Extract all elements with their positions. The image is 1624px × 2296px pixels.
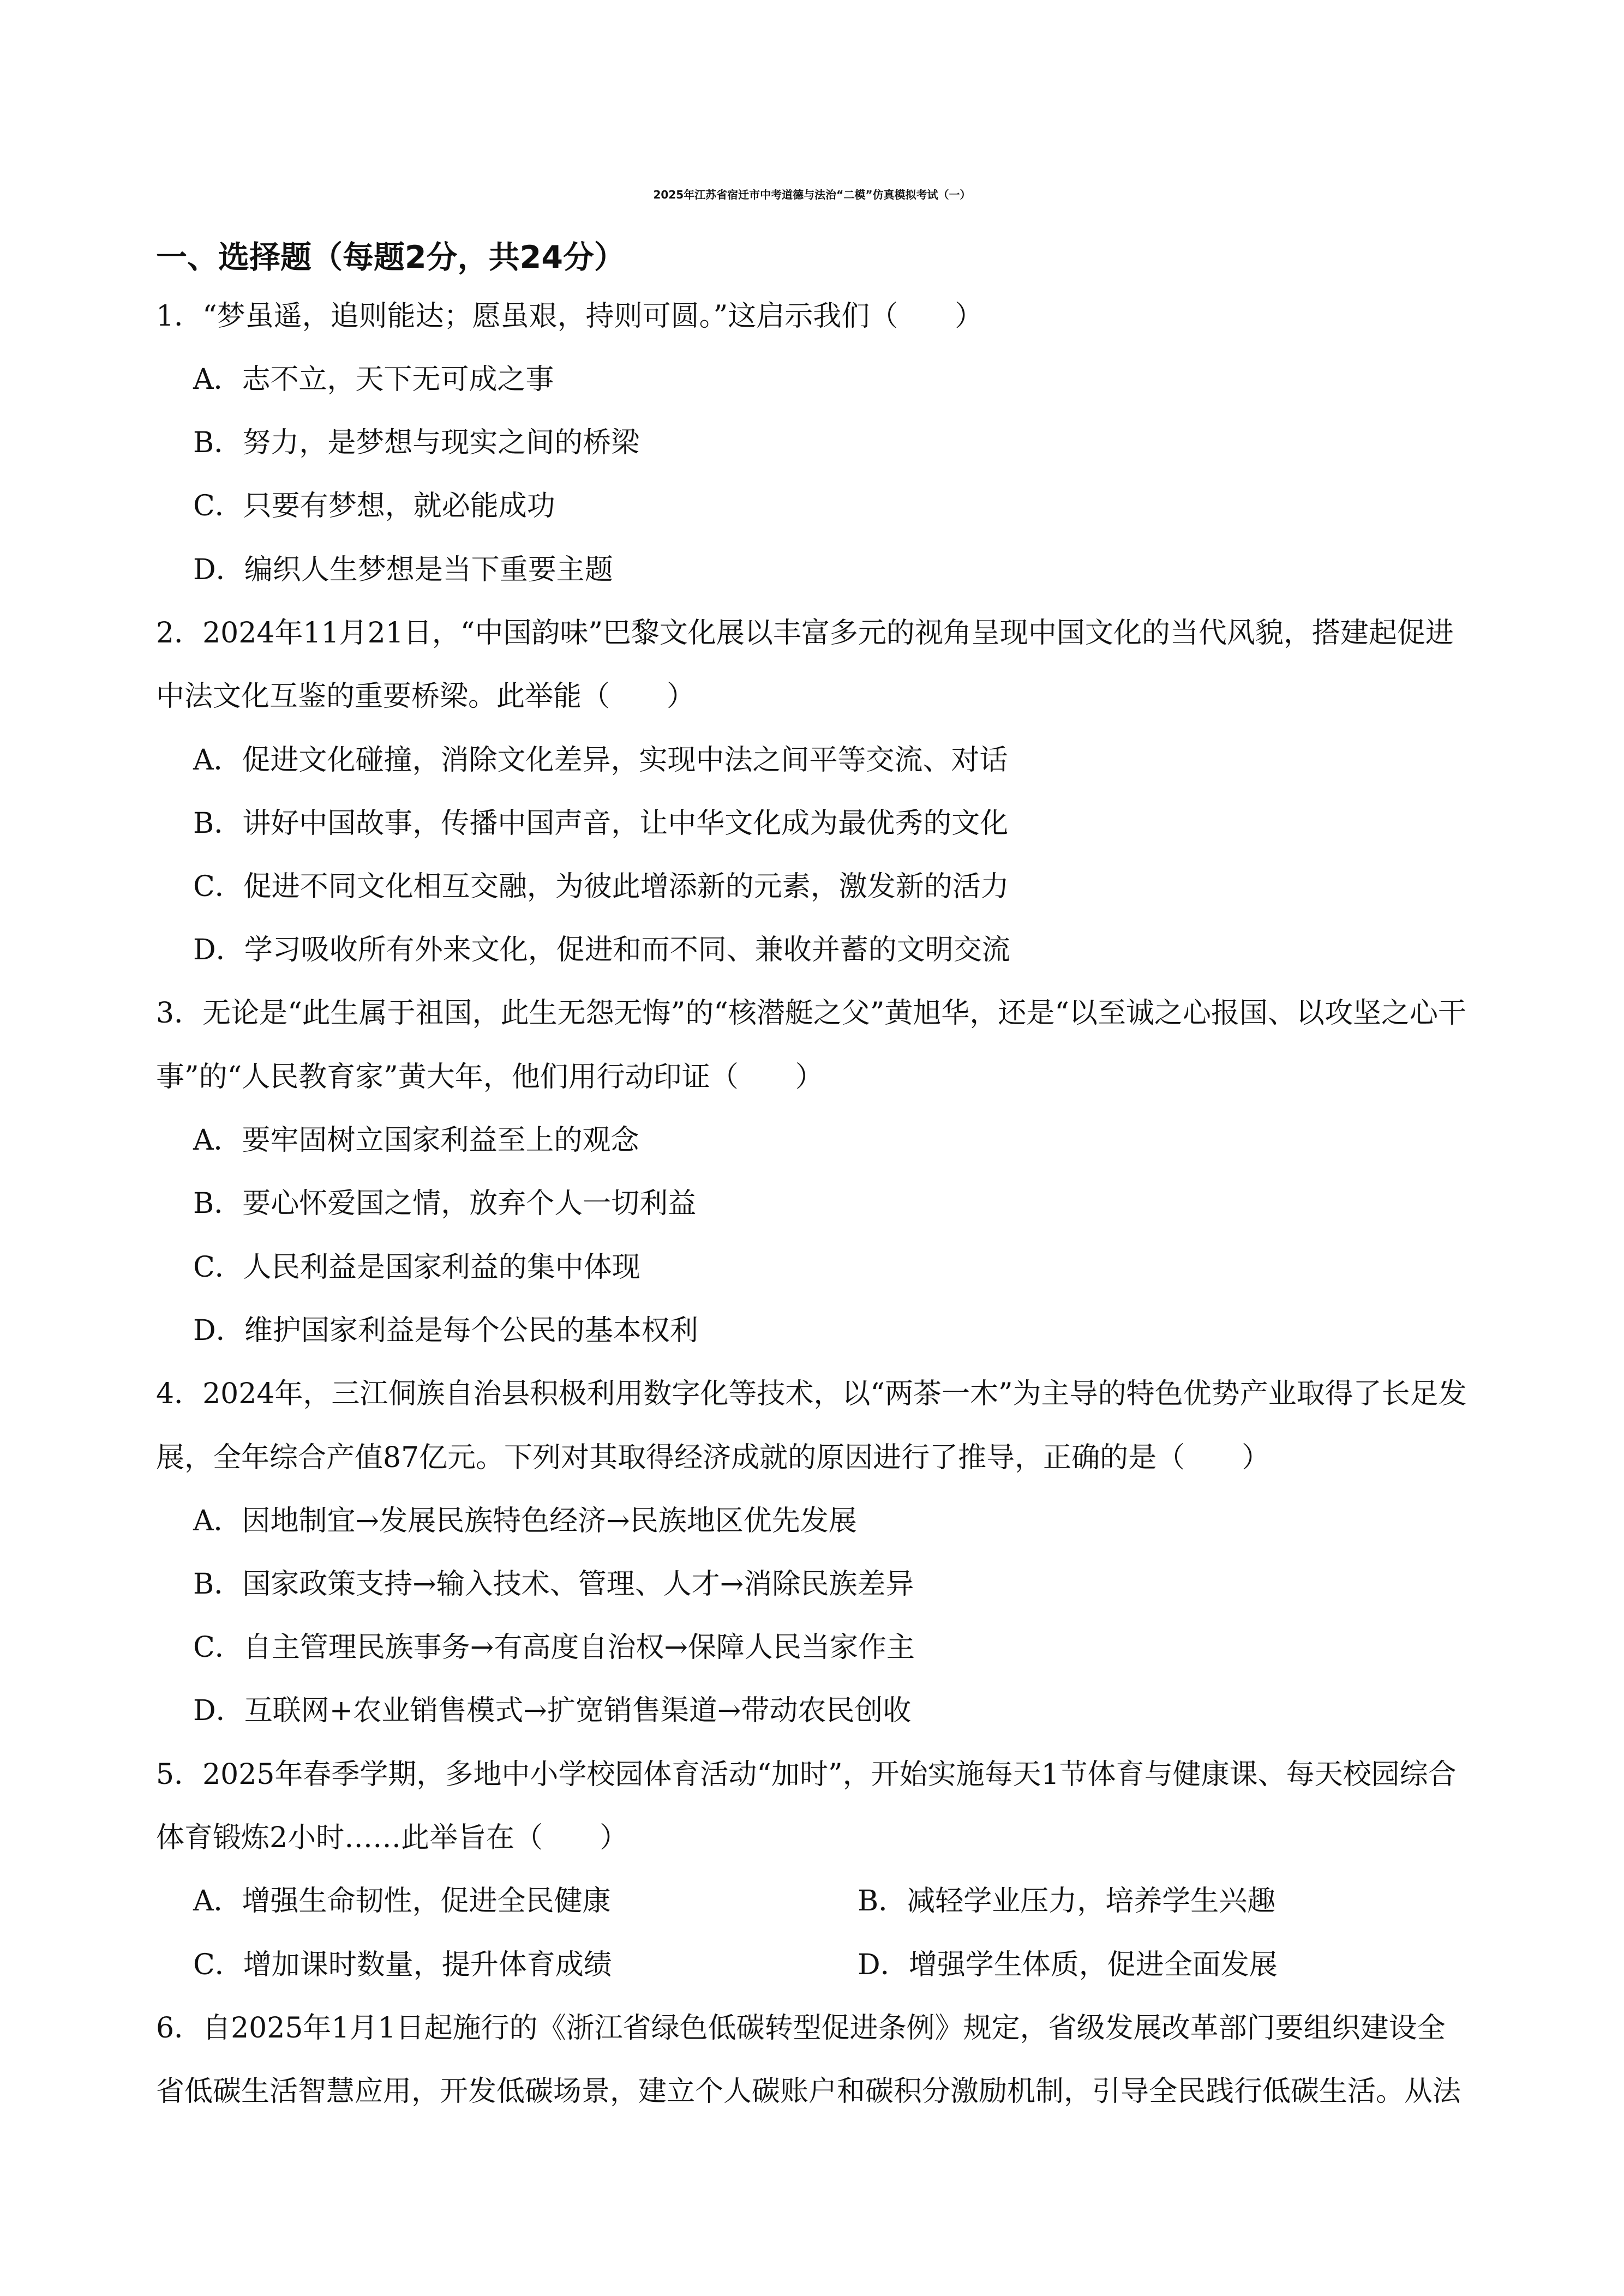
question-4-option-c: C．自主管理民族事务→有高度自治权→保障人民当家作主 xyxy=(193,1631,915,1664)
question-3-option-d: D．维护国家利益是每个公民的基本权利 xyxy=(193,1314,698,1347)
question-3-option-c: C．人民利益是国家利益的集中体现 xyxy=(193,1251,640,1284)
question-3-stem-line-2: 事”的“人民教育家”黄大年，他们用行动印证（ ） xyxy=(156,1061,824,1093)
question-1-option-a: A．志不立，天下无可成之事 xyxy=(193,363,554,396)
question-6-stem-line-1: 6．自2025年1月1日起施行的《浙江省绿色低碳转型促进条例》规定，省级发展改革部门要组织建设全 xyxy=(156,2012,1446,2045)
question-4-stem-line-2: 展，全年综合产值87亿元。下列对其取得经济成就的原因进行了推导，正确的是（ ） xyxy=(156,1441,1271,1474)
question-1-option-c: C．只要有梦想，就必能成功 xyxy=(193,490,555,522)
question-3-option-a: A．要牢固树立国家利益至上的观念 xyxy=(193,1124,639,1157)
question-3-stem-line-1: 3．无论是“此生属于祖国，此生无怨无悔”的“核潜艇之父”黄旭华，还是“以至诚之心报国、以攻坚之心干 xyxy=(156,997,1467,1030)
question-5-option-b: B．减轻学业压力，培养学生兴趣 xyxy=(858,1885,1276,1918)
question-4-stem-line-1: 4．2024年，三江侗族自治县积极利用数字化等技术，以“两茶一木”为主导的特色优势产业取得了长足发 xyxy=(156,1378,1467,1410)
question-4-option-d: D．互联网+农业销售模式→扩宽销售渠道→带动农民创收 xyxy=(193,1694,912,1727)
question-1-option-b: B．努力，是梦想与现实之间的桥梁 xyxy=(193,426,640,459)
question-1-option-d: D．编织人生梦想是当下重要主题 xyxy=(193,554,613,586)
question-2-option-d: D．学习吸收所有外来文化，促进和而不同、兼收并蓄的文明交流 xyxy=(193,934,1010,966)
question-5-option-a: A．增强生命韧性，促进全民健康 xyxy=(193,1885,611,1918)
question-2-option-a: A．促进文化碰撞，消除文化差异，实现中法之间平等交流、对话 xyxy=(193,744,1008,777)
question-4-option-b: B．国家政策支持→输入技术、管理、人才→消除民族差异 xyxy=(193,1568,914,1601)
section-heading: 一、选择题（每题2分，共24分） xyxy=(156,239,625,275)
question-6-stem-line-2: 省低碳生活智慧应用，开发低碳场景，建立个人碳账户和碳积分激励机制，引导全民践行低碳生活。从法 xyxy=(156,2075,1461,2108)
question-2-stem-line-1: 2．2024年11月21日，“中国韵味”巴黎文化展以丰富多元的视角呈现中国文化的当代风貌，搭建起促进 xyxy=(156,617,1454,650)
question-2-option-b: B．讲好中国故事，传播中国声音，让中华文化成为最优秀的文化 xyxy=(193,807,1009,840)
question-5-option-c: C．增加课时数量，提升体育成绩 xyxy=(193,1949,612,1981)
question-2-stem-line-2: 中法文化互鉴的重要桥梁。此举能（ ） xyxy=(156,680,696,713)
page-title: 2025年江苏省宿迁市中考道德与法治“二模”仿真模拟考试（一） xyxy=(653,188,971,201)
question-5-stem-line-2: 体育锻炼2小时……此举旨在（ ） xyxy=(156,1822,628,1854)
question-3-option-b: B．要心怀爱国之情，放弃个人一切利益 xyxy=(193,1187,697,1220)
question-4-option-a: A．因地制宜→发展民族特色经济→民族地区优先发展 xyxy=(193,1505,857,1537)
question-2-option-c: C．促进不同文化相互交融，为彼此增添新的元素，激发新的活力 xyxy=(193,870,1009,903)
question-5-option-d: D．增强学生体质，促进全面发展 xyxy=(858,1949,1278,1981)
question-1-stem: 1．“梦虽遥，追则能达；愿虽艰，持则可圆。”这启示我们（ ） xyxy=(156,300,984,333)
question-5-stem-line-1: 5．2025年春季学期，多地中小学校园体育活动“加时”，开始实施每天1节体育与健康课、每天校园综合 xyxy=(156,1758,1457,1791)
